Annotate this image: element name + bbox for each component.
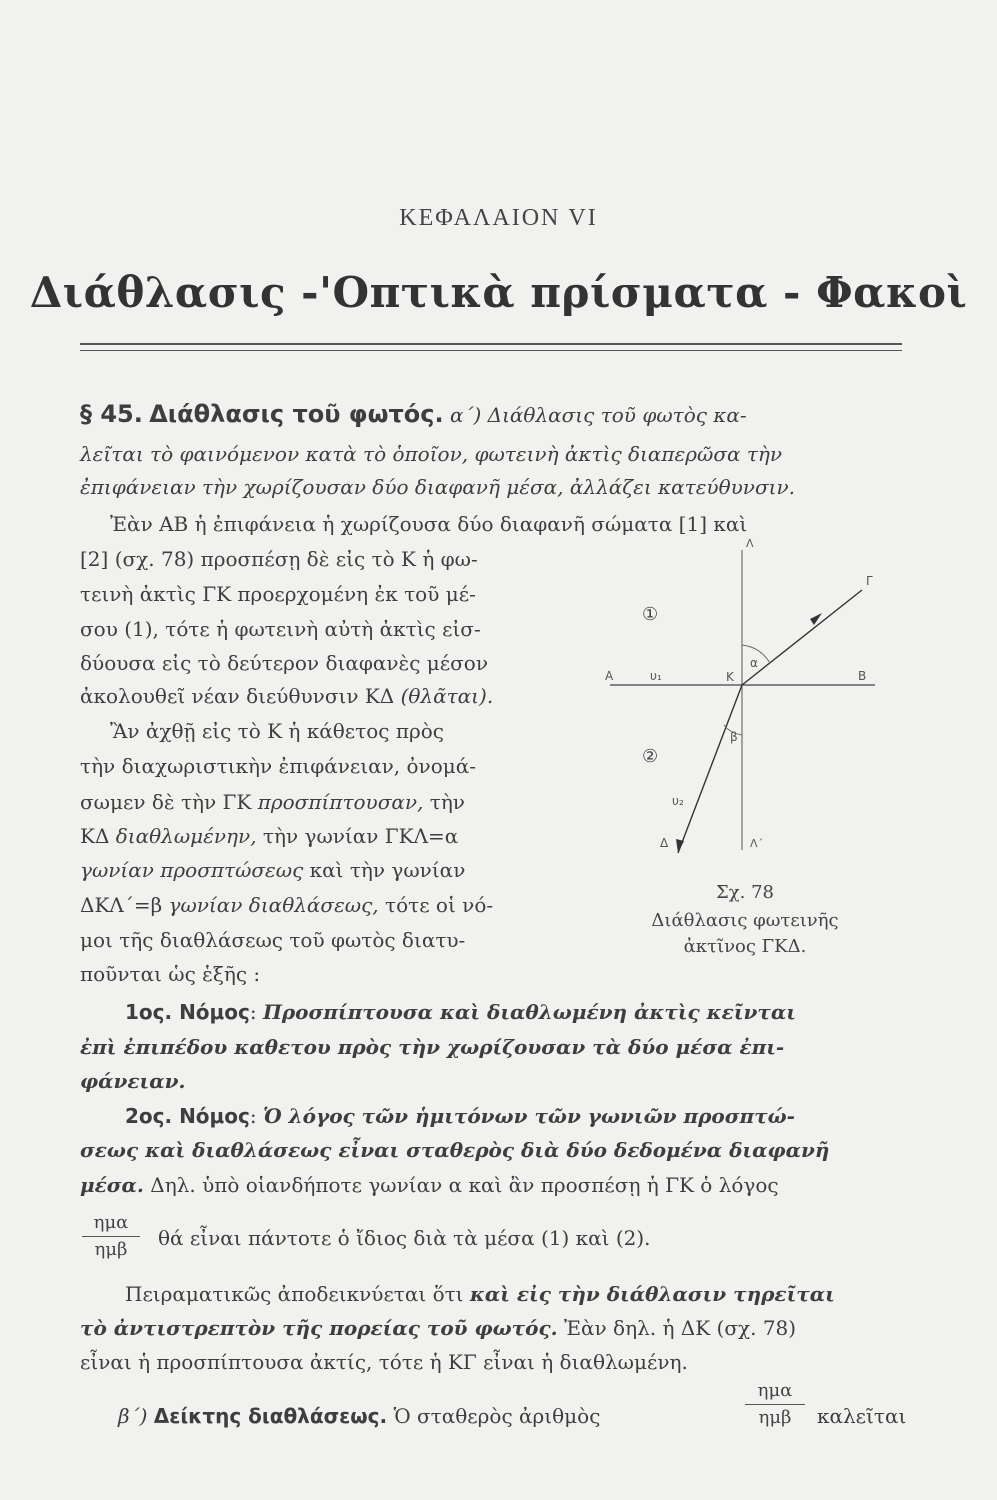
fraction-1-denominator: ημβ [94,1239,128,1260]
body-line-10b: διαθλωμένην, [115,824,257,848]
body-line-11b: καὶ τὴν γωνίαν [309,858,466,882]
law-2-line-1 [125,1102,910,1130]
refracted-ray [678,685,742,853]
body-line-5: δύουσα εἰς τὸ δεύτερον διαφανὲς μέσον [80,651,488,675]
label-u1: υ₁ [650,669,662,683]
reverse-line-2b: Ἐὰν δηλ. ἡ ΔΚ (σχ. 78) [563,1316,797,1340]
label-medium-1: ① [642,604,659,625]
label-lambda: Λ [746,537,754,550]
title-rule-thin [80,350,902,351]
body-line-11 [80,856,580,884]
body-line-9a: σωμεν δὲ τὴν ΓΚ [80,790,252,814]
fraction-2-denominator: ημβ [758,1407,792,1428]
law-2-line-2: σεως καὶ διαθλάσεως εἶναι σταθερὸς διὰ δύο δεδομένα διαφανῆ [80,1138,830,1162]
body-line-10a: ΚΔ [80,824,110,848]
chapter-title: Διάθλασις -'Οπτικὰ πρίσματα - Φακοὶ [29,268,968,317]
body-line-11a: γωνίαν προσπτώσεως [80,858,304,882]
label-delta: Δ [660,836,669,850]
figure-caption-number: Σχ. 78 [716,882,774,903]
law-2-line-3a: μέσα. [80,1173,144,1197]
definition-start: Διάθλασις τοῦ φωτὸς κα- [487,403,747,427]
body-line-4: σου (1), τότε ἡ φωτεινὴ αὐτὴ ἀκτὶς εἰσ- [80,617,481,641]
incident-ray [742,590,862,685]
reverse-line-1b: καὶ εἰς τὴν διάθλασιν τηρεῖται [469,1282,835,1306]
fraction-2-numerator: ημα [757,1380,793,1401]
law-2-colon: : [249,1104,257,1128]
law-1-line-2: ἐπὶ ἐπιπέδου καθετου πρὸς τὴν χωρίζουσαν τὰ δύο μέσα ἐπι- [80,1035,785,1059]
body-line-10 [80,822,580,850]
label-medium-2: ② [642,746,659,767]
refraction-diagram [600,535,890,865]
law-1-label: 1ος. Νόμος [125,1000,250,1024]
part-b-text: Ὁ σταθερὸς ἀριθμὸς [393,1404,601,1428]
part-b-tail: καλεῖται [817,1404,907,1428]
reverse-line-1 [125,1280,910,1308]
definition-line-2: λεῖται τὸ φαινόμενον κατὰ τὸ ὁποῖον, φωτεινὴ ἀκτὶς διαπερῶσα τὴν [80,442,783,466]
law-1-line-1 [125,998,910,1026]
body-line-13: μοι τῆς διαθλάσεως τοῦ φωτὸς διατυ- [80,928,466,952]
law-1-text-1: Προσπίπτουσα καὶ διαθλωμένη ἀκτὶς κεῖνται [262,1000,796,1024]
law-2-text-1: Ὁ λόγος τῶν ἡμιτόνων τῶν γωνιῶν προσπτώ- [262,1104,795,1128]
fraction-1-bar [82,1236,140,1237]
section-heading-line [80,400,912,429]
label-alpha: α [750,656,758,670]
refracted-arrow-icon [676,839,684,853]
reverse-line-3: εἶναι ἡ προσπίπτουσα ἀκτίς, τότε ἡ ΚΓ εἶναι ἡ διαθλωμένη. [80,1350,688,1374]
definition-line-3: ἐπιφάνειαν τὴν χωρίζουσαν δύο διαφανῆ μέσα, ἀλλάζει κατεύθυνσιν. [80,475,795,499]
body-line-12b: γωνίαν διαθλάσεως, [168,893,379,917]
law-1-line-3: φάνειαν. [80,1069,186,1093]
law-1-colon: : [249,1000,257,1024]
body-line-12 [80,891,580,919]
law-2-line-3 [80,1171,912,1199]
sine-ratio-fraction-1 [82,1212,140,1261]
section-heading: Διάθλασις τοῦ φωτός. [149,400,444,428]
label-a: Α [605,669,614,683]
label-k: Κ [726,670,734,684]
body-line-2: [2] (σχ. 78) προσπέσῃ δὲ εἰς τὸ Κ ἡ φω- [80,547,478,571]
body-line-9b: προσπίπτουσαν, [257,790,424,814]
body-line-6b: (θλᾶται). [400,684,494,708]
law-2-line-4: θά εἶναι πάντοτε ὁ ἴδιος διὰ τὰ μέσα (1) καὶ (2). [158,1226,651,1250]
fraction-2-bar [745,1404,805,1405]
figure-caption-line-2: ἀκτῖνος ΓΚΔ. [683,936,807,957]
title-rule-thick [80,343,902,345]
section-number: § 45. [80,400,143,428]
body-line-14: ποῦνται ὡς ἑξῆς : [80,962,261,986]
chapter-label: ΚΕΦΑΛΑΙΟΝ VI [399,205,598,231]
body-line-9 [80,788,580,816]
label-beta: β [730,730,738,744]
figure-caption-line-1: Διάθλασις φωτεινῆς [651,910,839,931]
label-lambda-prime: Λ΄ [750,837,764,850]
body-line-3: τεινὴ ἀκτὶς ΓΚ προερχομένη ἐκ τοῦ μέ- [80,582,476,606]
part-b-line [118,1402,718,1430]
body-line-9c: τὴν [429,790,465,814]
body-line-7: Ἂν ἀχθῇ εἰς τὸ Κ ἡ κάθετος πρὸς [110,719,444,743]
body-line-6 [80,682,580,710]
law-2-line-3b: Δηλ. ὑπὸ οἱανδήποτε γωνίαν α καὶ ἂν προσπέσῃ ἡ ΓΚ ὁ λόγος [150,1173,779,1197]
label-u2: υ₂ [672,794,684,808]
body-line-6a: ἀκολουθεῖ νέαν διεύθυνσιν ΚΔ [80,684,395,708]
part-a-label: α΄) [449,403,482,427]
reverse-line-2 [80,1314,912,1342]
label-gamma: Γ [866,574,873,588]
reverse-line-1a: Πειραματικῶς ἀποδεικνύεται ὅτι [125,1282,464,1306]
sine-ratio-fraction-2 [745,1380,805,1429]
part-b-label: β΄) [118,1404,148,1428]
fraction-1-numerator: ημα [93,1212,129,1233]
reverse-line-2a: τὸ ἀντιστρεπτὸν τῆς πορείας τοῦ φωτός. [80,1316,558,1340]
body-line-8: τὴν διαχωριστικὴν ἐπιφάνειαν, ὀνομά- [80,754,477,778]
body-line-1: Ἐὰν ΑΒ ἡ ἐπιφάνεια ἡ χωρίζουσα δύο διαφανῆ σώματα [1] καὶ [110,512,748,536]
law-2-label: 2ος. Νόμος [125,1104,250,1128]
body-line-12c: τότε οἱ νό- [385,893,494,917]
label-b: Β [858,669,867,683]
body-line-10c: τὴν γωνίαν ΓΚΛ=α [262,824,459,848]
body-line-12a: ΔΚΛ΄=β [80,893,163,917]
part-b-heading: Δείκτης διαθλάσεως. [153,1404,388,1428]
